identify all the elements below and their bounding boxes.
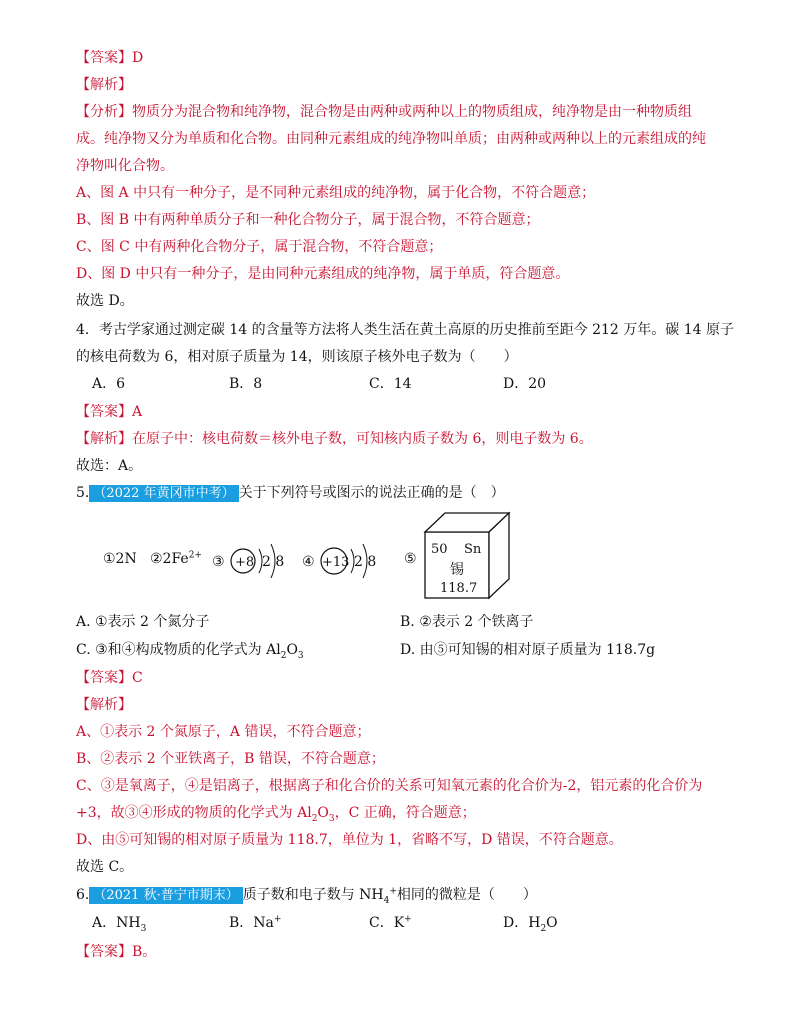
q5-figure-2-text: ②2Fe xyxy=(150,551,189,567)
q5-option-c-o: O xyxy=(286,642,298,658)
q6-option-c-sup: + xyxy=(404,914,412,925)
q5-figure-2 xyxy=(150,550,202,568)
q3-answer: 【答案】D xyxy=(76,50,144,66)
q6-answer: 【答案】B。 xyxy=(76,944,157,960)
q6-stem-text: 质子数和电子数与 NH xyxy=(242,887,384,903)
q5-figure-3-nucleus-charge: +8 xyxy=(235,555,255,570)
q6-stem-sup: + xyxy=(389,886,397,897)
tile-atomic-mass: 118.7 xyxy=(440,581,478,596)
q5-explanation-c-line2-text: +3，故③④形成的物质的化学式为 Al xyxy=(76,805,312,821)
q4-stem-line1: 4．考古学家通过测定碳 14 的含量等方法将人类生活在黄土高原的历史推前至距今 212 万年。碳 14 原子 xyxy=(76,322,734,338)
q5-stem-line xyxy=(76,484,505,502)
q4-option-d: D．20 xyxy=(503,376,547,392)
q5-option-b: B. ②表示 2 个铁离子 xyxy=(400,614,534,630)
q5-number: 5. xyxy=(76,485,90,501)
q5-figure-4-index: ④ xyxy=(302,554,315,570)
q5-figure-4-aluminium-ion-diagram xyxy=(302,536,392,586)
q5-figure-3-shell-electrons: 2 8 xyxy=(262,554,285,570)
q3-option-a-explanation: A、图 A 中只有一种分子，是不同种元素组成的纯净物，属于化合物，不符合题意； xyxy=(76,185,596,201)
q6-option-a xyxy=(92,914,146,932)
q5-analysis-label: 【解析】 xyxy=(76,697,132,713)
q3-option-c-explanation: C、图 C 中有两种化合物分子，属于混合物，不符合题意； xyxy=(76,239,443,255)
q3-option-b-explanation: B、图 B 中有两种单质分子和一种化合物分子，属于混合物，不符合题意； xyxy=(76,212,540,228)
q6-option-b-text: B．Na xyxy=(229,915,274,931)
q3-analysis-label: 【解析】 xyxy=(76,77,132,93)
q5-explanation-c-line2 xyxy=(76,804,476,822)
q3-analysis-line2: 成。纯净物又分为单质和化合物。由同种元素组成的纯净物叫单质；由两种或两种以上的元素组成的纯 xyxy=(76,131,706,147)
q3-analysis-line3: 净物叫化合物。 xyxy=(76,158,174,174)
q6-option-d-sub: 2 xyxy=(540,923,547,934)
q6-number: 6. xyxy=(76,887,90,903)
q6-option-d-text: D．H xyxy=(503,915,541,931)
q6-stem-line xyxy=(76,886,537,904)
q5-figure-3-index: ③ xyxy=(212,554,225,570)
q4-stem-line2: 的核电荷数为 6，相对原子质量为 14，则该原子核外电子数为（ ） xyxy=(76,349,518,365)
q6-stem-sub: 4 xyxy=(383,895,390,906)
q5-option-c-text: C. ③和④构成物质的化学式为 Al xyxy=(76,642,281,658)
q5-figure-4-shell-electrons: 2 8 xyxy=(354,554,377,570)
q5-figure-1: ①2N xyxy=(103,551,137,567)
q5-answer: 【答案】C xyxy=(76,670,143,686)
q5-explanation-c-line2-o: O xyxy=(317,805,329,821)
q5-option-d: D. 由⑤可知锡的相对原子质量为 118.7g xyxy=(400,642,656,658)
q6-source-tag: （2021 秋·普宁市期末） xyxy=(89,887,242,904)
q5-explanation-b: B、②表示 2 个亚铁离子，B 错误，不符合题意； xyxy=(76,751,385,767)
q5-option-a: A. ①表示 2 个氮分子 xyxy=(76,614,210,630)
q6-option-b-sup: + xyxy=(273,914,282,925)
q3-option-d-explanation: D、图 D 中只有一种分子，是由同种元素组成的纯净物，属于单质，符合题意。 xyxy=(76,266,570,282)
q3-analysis-line1: 【分析】物质分为混合物和纯净物，混合物是由两种或两种以上的物质组成，纯净物是由一种物质组 xyxy=(76,104,692,120)
q5-explanation-d: D、由⑤可知锡的相对原子质量为 118.7，单位为 1，省略不写，D 错误，不符合题意。 xyxy=(76,832,623,848)
tile-element-name: 锡 xyxy=(450,562,464,578)
q5-explanation-a: A、①表示 2 个氮原子，A 错误，不符合题意； xyxy=(76,724,371,740)
q5-stem: 关于下列符号或图示的说法正确的是（ ） xyxy=(238,485,505,501)
q5-figure-5-index: ⑤ xyxy=(404,551,417,567)
q5-explanation-c-line2-sub2: 3 xyxy=(328,813,335,824)
q3-conclusion: 故选 D。 xyxy=(76,293,134,309)
q4-option-c: C．14 xyxy=(369,376,412,392)
q6-stem-end: 相同的微粒是（ ） xyxy=(396,887,537,903)
q5-figure-3-oxygen-ion-diagram xyxy=(212,536,302,586)
q6-option-c-text: C．K xyxy=(369,915,405,931)
q5-option-c xyxy=(76,641,304,659)
q5-source-tag: （2022 年黄冈市中考） xyxy=(89,485,238,502)
q5-figure-4-nucleus-charge: +13 xyxy=(322,555,350,570)
tile-atomic-number: 50 xyxy=(431,542,448,557)
q5-option-c-sub1: 2 xyxy=(280,650,287,661)
q6-option-d-end: O xyxy=(546,915,558,931)
q6-option-b xyxy=(229,914,281,932)
q4-option-b: B．8 xyxy=(229,376,263,392)
q4-conclusion: 故选：A。 xyxy=(76,458,143,474)
q6-option-a-text: A．NH xyxy=(92,915,141,931)
q5-figure-2-charge: 2+ xyxy=(188,550,202,561)
q6-option-d xyxy=(503,914,558,932)
q5-explanation-c-line2-end: ，C 正确，符合题意； xyxy=(334,805,476,821)
q6-option-a-sub: 3 xyxy=(140,923,147,934)
tile-element-symbol: Sn xyxy=(464,542,482,557)
q5-option-c-sub2: 3 xyxy=(297,650,304,661)
q6-option-c xyxy=(369,914,412,932)
q5-conclusion: 故选 C。 xyxy=(76,859,134,875)
q5-explanation-c-line1: C、③是氧离子，④是铝离子，根据离子和化合价的关系可知氧元素的化合价为-2，铝元素的化合价为 xyxy=(76,778,703,794)
q4-analysis: 【解析】在原子中：核电荷数＝核外电子数，可知核内质子数为 6，则电子数为 6。 xyxy=(76,431,593,447)
q4-answer: 【答案】A xyxy=(76,404,143,420)
q4-option-a: A．6 xyxy=(92,376,126,392)
q5-explanation-c-line2-sub1: 2 xyxy=(311,813,318,824)
q5-figure-5-tin-element-tile xyxy=(422,510,514,602)
